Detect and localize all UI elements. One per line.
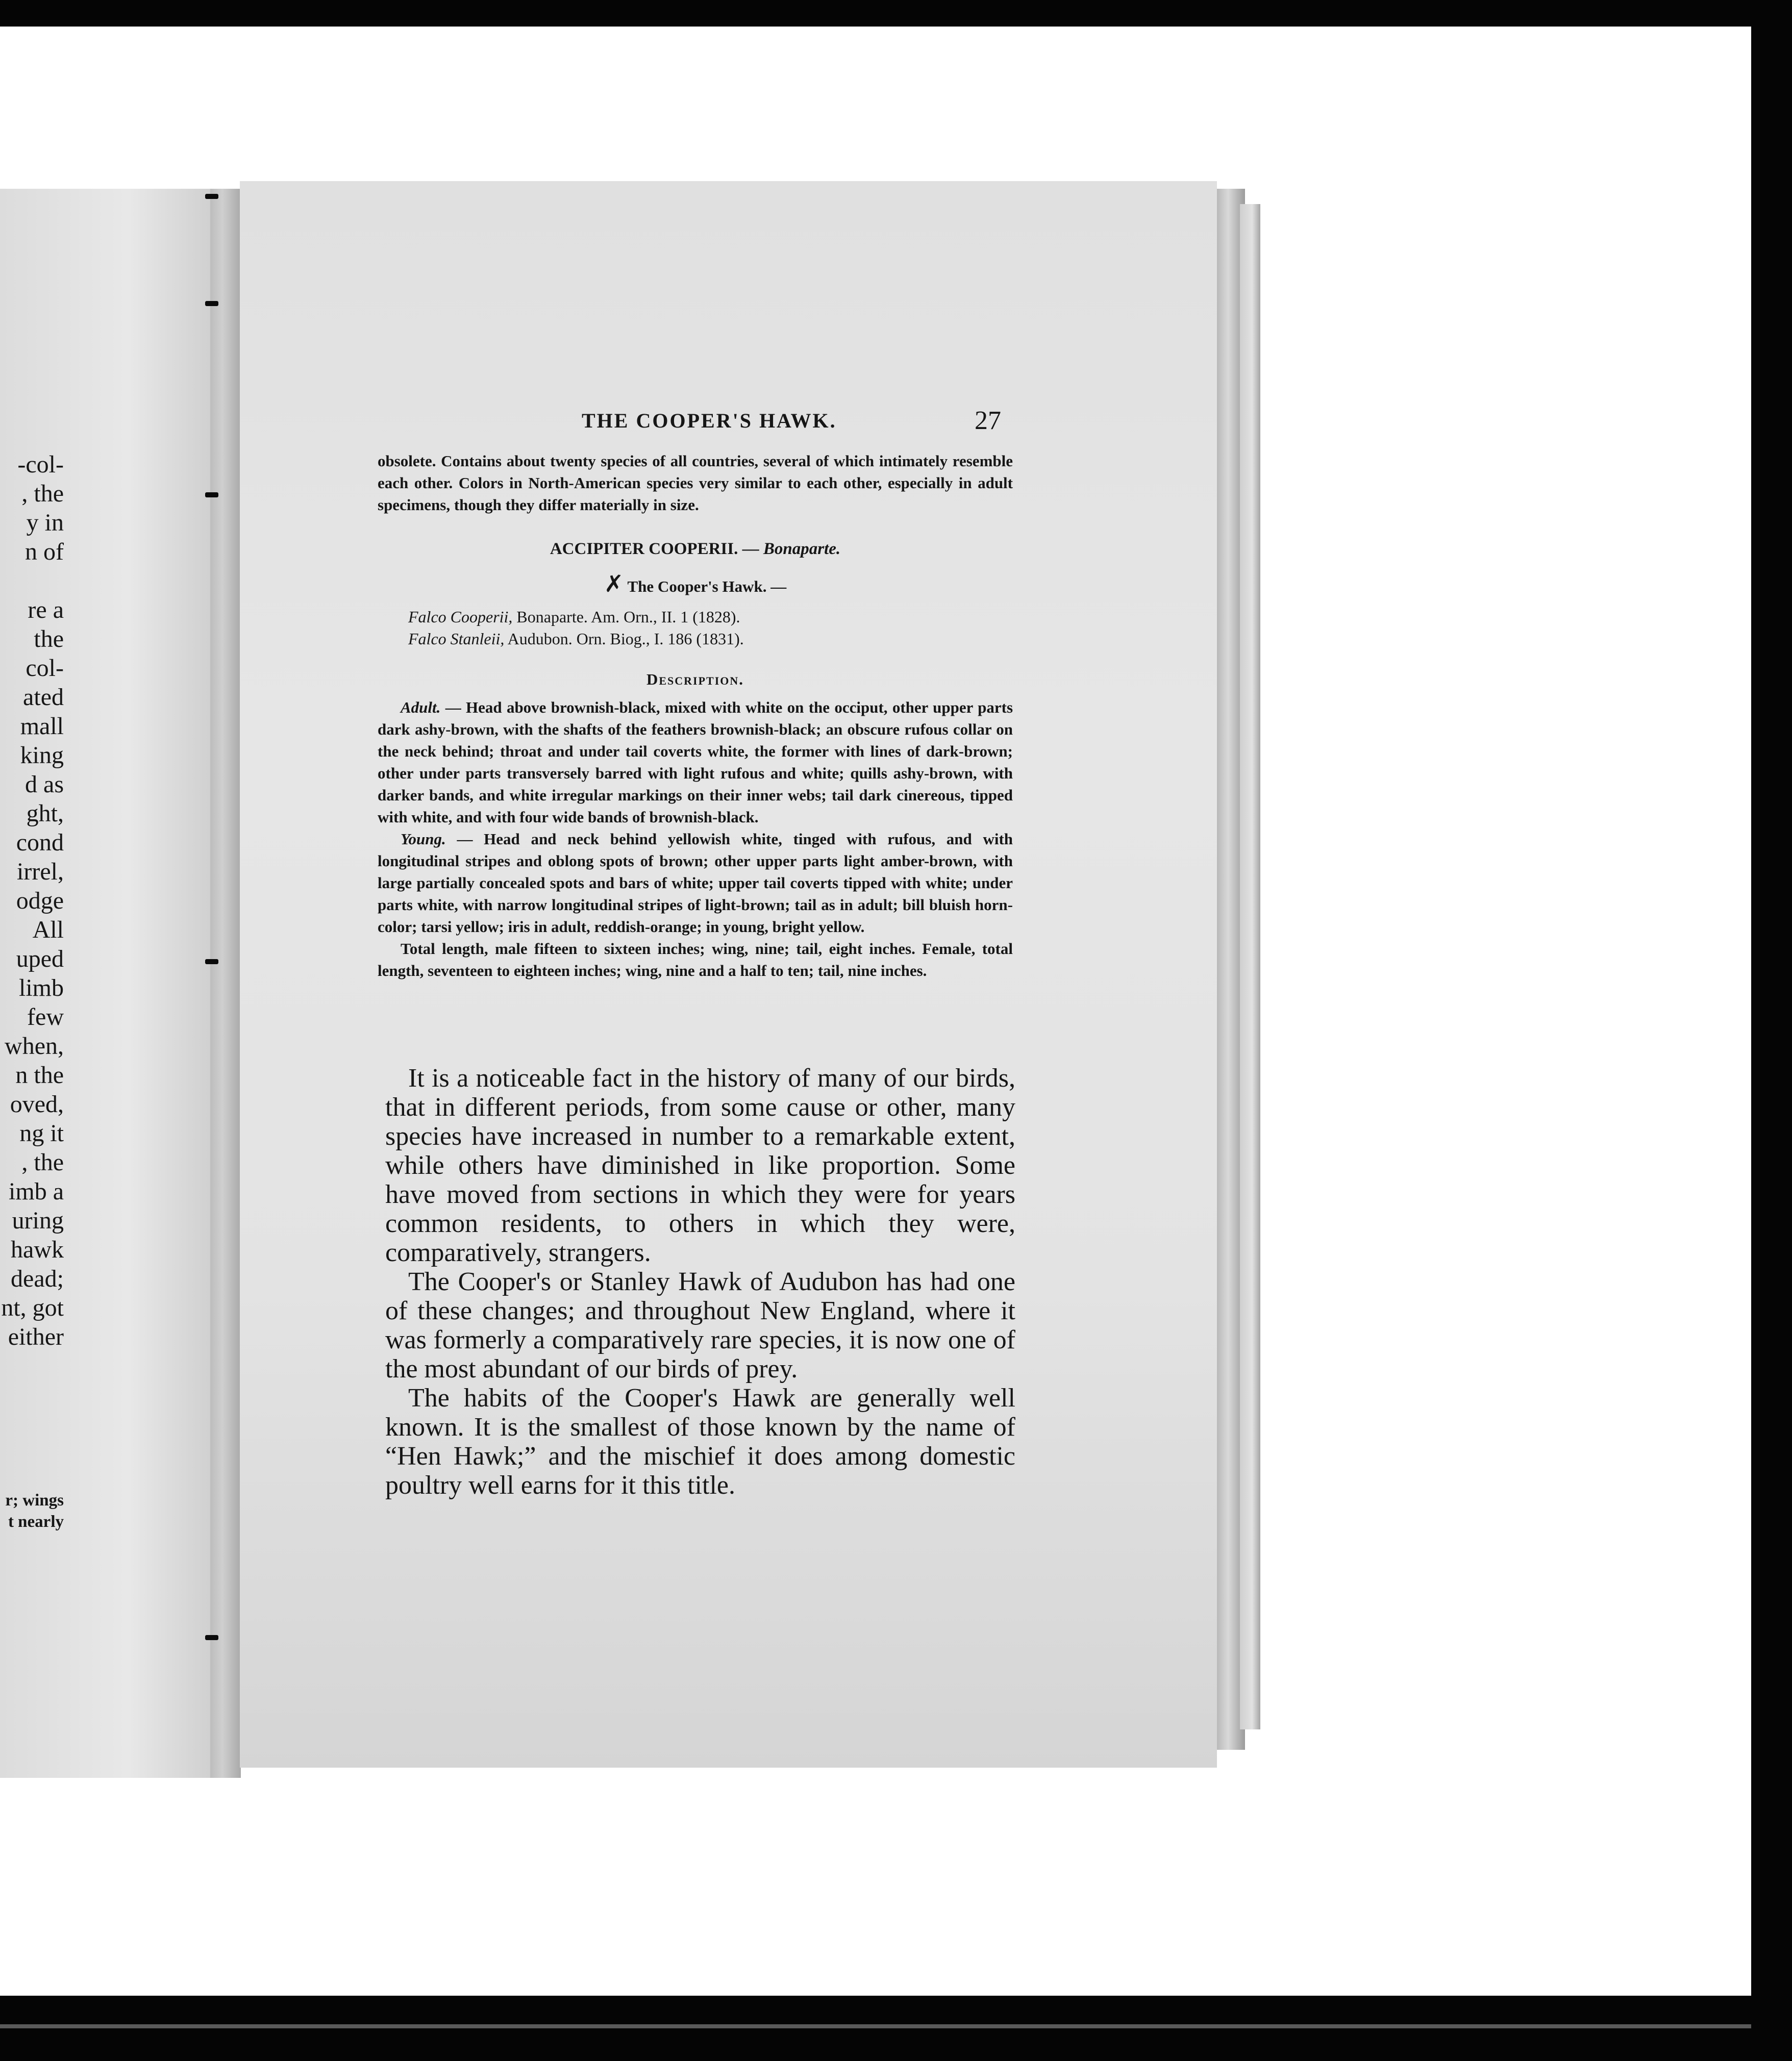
- left-page-text: -col- , the y in n of re a the col- ated mall king d as ght, cond irrel, odge All uped limb few when, n the oved, ng it , the imb a uring hawk dead; nt, got either: [1, 451, 64, 1350]
- left-page: [0, 189, 214, 1778]
- binding-thread: [205, 1635, 218, 1640]
- body-paragraph: The Cooper's or Stanley Hawk of Audubon has had one of these changes; and throughout New England, where it was formerly a comparatively rare species, it is now one of the most abundant of our birds of prey.: [385, 1267, 1015, 1384]
- scan-border-line: [0, 2024, 1751, 2028]
- young-text: Head and neck behind yellowish white, tinged with rufous, and with longitudinal stripes and oblong spots of brown; other upper parts light amber-brown, with large partially concealed spots and bars of white; upper tail coverts tipped with white; under parts white, with narrow longitudinal stripes of light-brown; tail as in adult; bill bluish horn-color; tarsi yellow; iris in adult, reddish-orange; in young, bright yellow.: [378, 830, 1013, 936]
- description-title: Description.: [646, 670, 744, 688]
- scan-border-right: [1751, 0, 1792, 2061]
- description-heading: [378, 668, 1013, 690]
- synonym-citation: Bonaparte. Am. Orn., II. 1 (1828).: [516, 608, 740, 626]
- description-block: [378, 696, 1013, 982]
- binding-thread: [205, 301, 218, 306]
- running-head: [240, 400, 1217, 441]
- adult-label: Adult.: [401, 698, 441, 716]
- main-text: [385, 1064, 1015, 1500]
- species-heading: ACCIPITER COOPERII. — Bonaparte.: [550, 540, 841, 558]
- binding-thread: [205, 194, 218, 199]
- young-label: Young.: [401, 830, 446, 848]
- annotation-dash: —: [770, 577, 787, 595]
- common-name-heading: [378, 573, 1013, 597]
- annotation-mark: ✗: [604, 571, 624, 597]
- synonym-name: Falco Stanleii,: [408, 630, 505, 648]
- scan-border-top: [0, 0, 1792, 27]
- body-paragraph: The habits of the Cooper's Hawk are generally well known. It is the smallest of those known by the name of “Hen Hawk;” and the mischief it does among domestic poultry well earns for it this title.: [385, 1384, 1015, 1500]
- left-page-note: r; wings t nearly: [5, 1491, 64, 1531]
- intro-block: [378, 450, 1013, 516]
- adult-text: Head above brownish-black, mixed with white on the occiput, other upper parts dark ashy-brown, with the shafts of the feathers brownish-black; an obscure rufous collar on the neck behind; throat and under tail coverts white, the former with lines of dark-brown; other under parts transversely barred with light rufous and white; quills ashy-brown, with darker bands, and white irregular markings on their inner webs; tail dark cinereous, tipped with white, and with four wide bands of brownish-black.: [378, 698, 1013, 826]
- binding-thread: [205, 492, 218, 497]
- page-number: 27: [975, 406, 1001, 435]
- book-page: [240, 181, 1217, 1768]
- measurements: Total length, male fifteen to sixteen inches; wing, nine; tail, eight inches. Female, total length, seventeen to eighteen inches; wing, nine and a half to ten; tail, nine inches.: [378, 940, 1013, 979]
- synonym-name: Falco Cooperii,: [408, 608, 513, 626]
- adult-description: Adult. — Head above brownish-black, mixed with white on the occiput, other upper parts dark ashy-brown, with the shafts of the feathers brownish-black; an obscure rufous collar on the neck behind; throat and under tail coverts white, the former with lines of dark-brown; other under parts transversely barred with light rufous and white; quills ashy-brown, with darker bands, and white irregular markings on their inner webs; tail dark cinereous, tipped with white, and with four wide bands of brownish-black.: [378, 698, 1013, 826]
- species-name: ACCIPITER COOPERII.: [550, 540, 738, 558]
- synonymy: [408, 606, 1043, 650]
- young-description: Young. — Head and neck behind yellowish white, tinged with rufous, and with longitudinal stripes and oblong spots of brown; other upper parts light amber-brown, with large partially concealed spots and bars of white; upper tail coverts tipped with white; under parts white, with narrow longitudinal stripes of light-brown; tail as in adult; bill bluish horn-color; tarsi yellow; iris in adult, reddish-orange; in young, bright yellow.: [378, 830, 1013, 936]
- intro-paragraph: obsolete. Contains about twenty species of all countries, several of which intimately resemble each other. Colors in North-American species very similar to each other, especially in adult specimens, though they differ materially in size.: [378, 452, 1013, 514]
- species-authority: Bonaparte.: [763, 540, 841, 558]
- page-edge-back: [1240, 204, 1260, 1729]
- synonym-line: [408, 606, 1043, 628]
- binding-thread: [205, 959, 218, 964]
- common-name: The Cooper's Hawk.: [627, 577, 767, 595]
- book-spine: [210, 189, 241, 1778]
- synonym-citation: Audubon. Orn. Biog., I. 186 (1831).: [507, 630, 744, 648]
- synonym-line: [408, 628, 1043, 650]
- page-title: THE COOPER'S HAWK.: [582, 409, 837, 432]
- scan-border-bottom: [0, 1996, 1792, 2061]
- body-paragraph: It is a noticeable fact in the history of many of our birds, that in different periods, from some cause or other, many species have increased in number to a remarkable extent, while others have diminished in like proportion. Some have moved from sections in which they were for years common residents, to others in which they were, comparatively, strangers.: [385, 1064, 1015, 1267]
